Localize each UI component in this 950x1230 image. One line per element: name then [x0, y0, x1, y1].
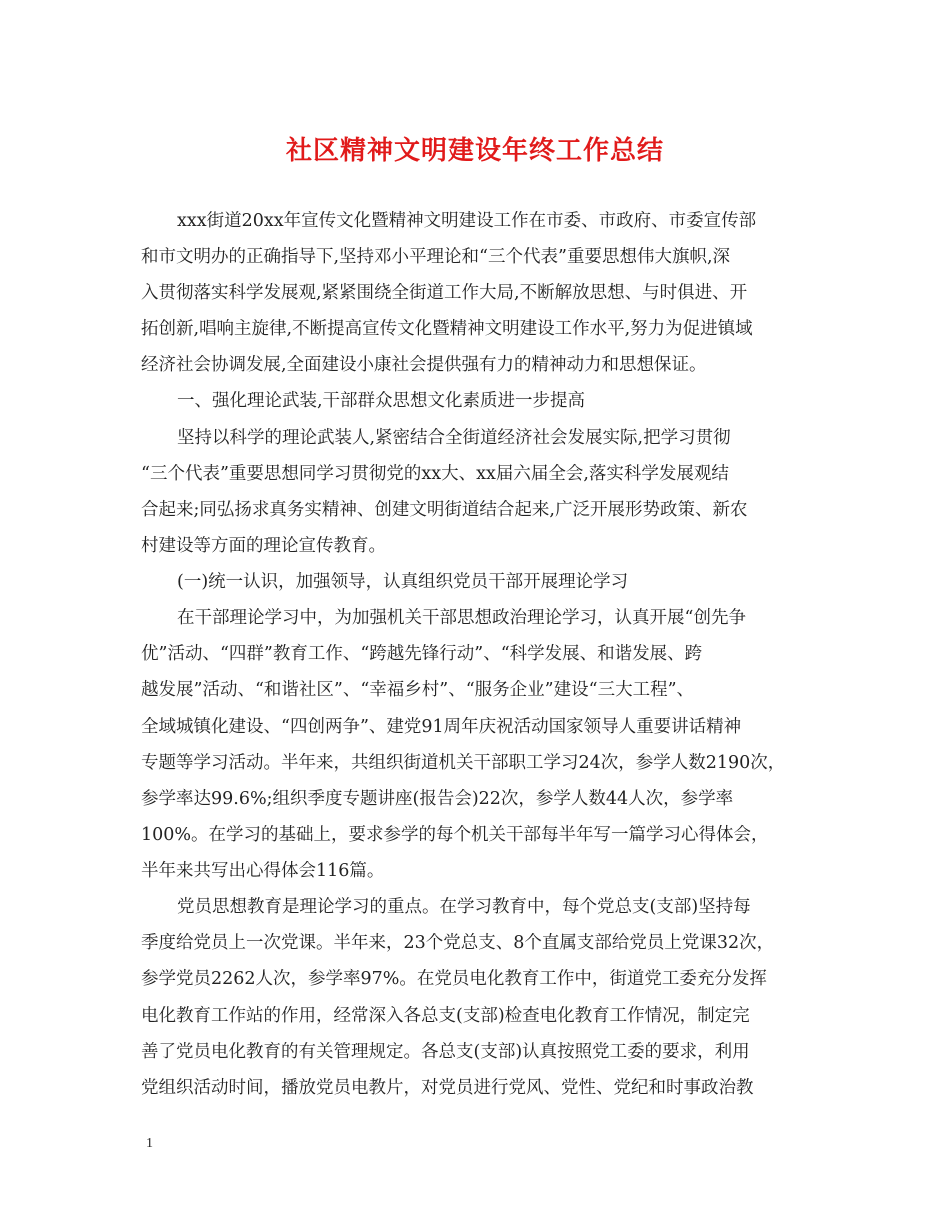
text-line: xxx街道20xx年宣传文化暨精神文明建设工作在市委、市政府、市委宣传部 — [177, 211, 757, 231]
text-line: 党员思想教育是理论学习的重点。在学习教育中，每个党总支(支部)坚持每 — [177, 897, 751, 917]
text-line: 坚持以科学的理论武装人,紧密结合全街道经济社会发展实际,把学习贯彻 — [177, 428, 731, 448]
text-line: 专题等学习活动。半年来，共组织街道机关干部职工学习24次，参学人数2190次， — [141, 753, 786, 773]
text-line: 在干部理论学习中，为加强机关干部思想政治理论学习，认真开展“创先争 — [177, 608, 746, 628]
page-number: 1 — [146, 1136, 153, 1151]
text-line: 善了党员电化教育的有关管理规定。各总支(支部)认真按照党工委的要求，利用 — [141, 1042, 750, 1062]
text-line: 党组织活动时间，播放党员电教片，对党员进行党风、党性、党纪和时事政治教 — [141, 1078, 754, 1098]
text-line: 全域城镇化建设、“四创两争”、建党91周年庆祝活动国家领导人重要讲话精神 — [141, 717, 742, 737]
text-line: 半年来共写出心得体会116篇。 — [141, 861, 385, 881]
text-line: 经济社会协调发展,全面建设小康社会提供强有力的精神动力和思想保证。 — [141, 355, 707, 375]
text-line: 电化教育工作站的作用，经常深入各总支(支部)检查电化教育工作情况，制定完 — [141, 1006, 750, 1026]
text-line: 100%。在学习的基础上，要求参学的每个机关干部每半年写一篇学习心得体会， — [141, 825, 769, 845]
text-line: 村建设等方面的理论宣传教育。 — [141, 536, 386, 556]
document-title: 社区精神文明建设年终工作总结 — [285, 136, 664, 166]
section-heading: 一、强化理论武装,干部群众思想文化素质进一步提高 — [177, 391, 586, 411]
text-line: 优”活动、“四群”教育工作、“跨越先锋行动”、“科学发展、和谐发展、跨 — [141, 644, 703, 664]
text-line: 入贯彻落实科学发展观,紧紧围绕全街道工作大局,不断解放思想、与时俱进、开 — [141, 283, 748, 303]
text-line: 参学党员2262人次，参学率97%。在党员电化教育工作中，街道党工委充分发挥 — [141, 969, 767, 989]
text-line: 拓创新,唱响主旋律,不断提高宣传文化暨精神文明建设工作水平,努力为促进镇域 — [141, 319, 753, 339]
subsection-heading: (一)统一认识，加强领导，认真组织党员干部开展理论学习 — [177, 572, 629, 592]
text-line: 合起来;同弘扬求真务实精神、创建文明街道结合起来,广泛开展形势政策、新农 — [141, 500, 748, 520]
text-line: 越发展”活动、“和谐社区”、“幸福乡村”、“服务企业”建设“三大工程”、 — [141, 680, 695, 700]
text-line: 和市文明办的正确指导下,坚持邓小平理论和“三个代表”重要思想伟大旗帜,深 — [141, 247, 731, 267]
text-line: 参学率达99.6%;组织季度专题讲座(报告会)22次，参学人数44人次，参学率 — [141, 789, 734, 809]
text-line: 季度给党员上一次党课。半年来，23个党总支、8个直属支部给党员上党课32次， — [141, 933, 775, 953]
text-line: “三个代表”重要思想同学习贯彻党的xx大、xx届六届全会,落实科学发展观结 — [141, 464, 729, 484]
